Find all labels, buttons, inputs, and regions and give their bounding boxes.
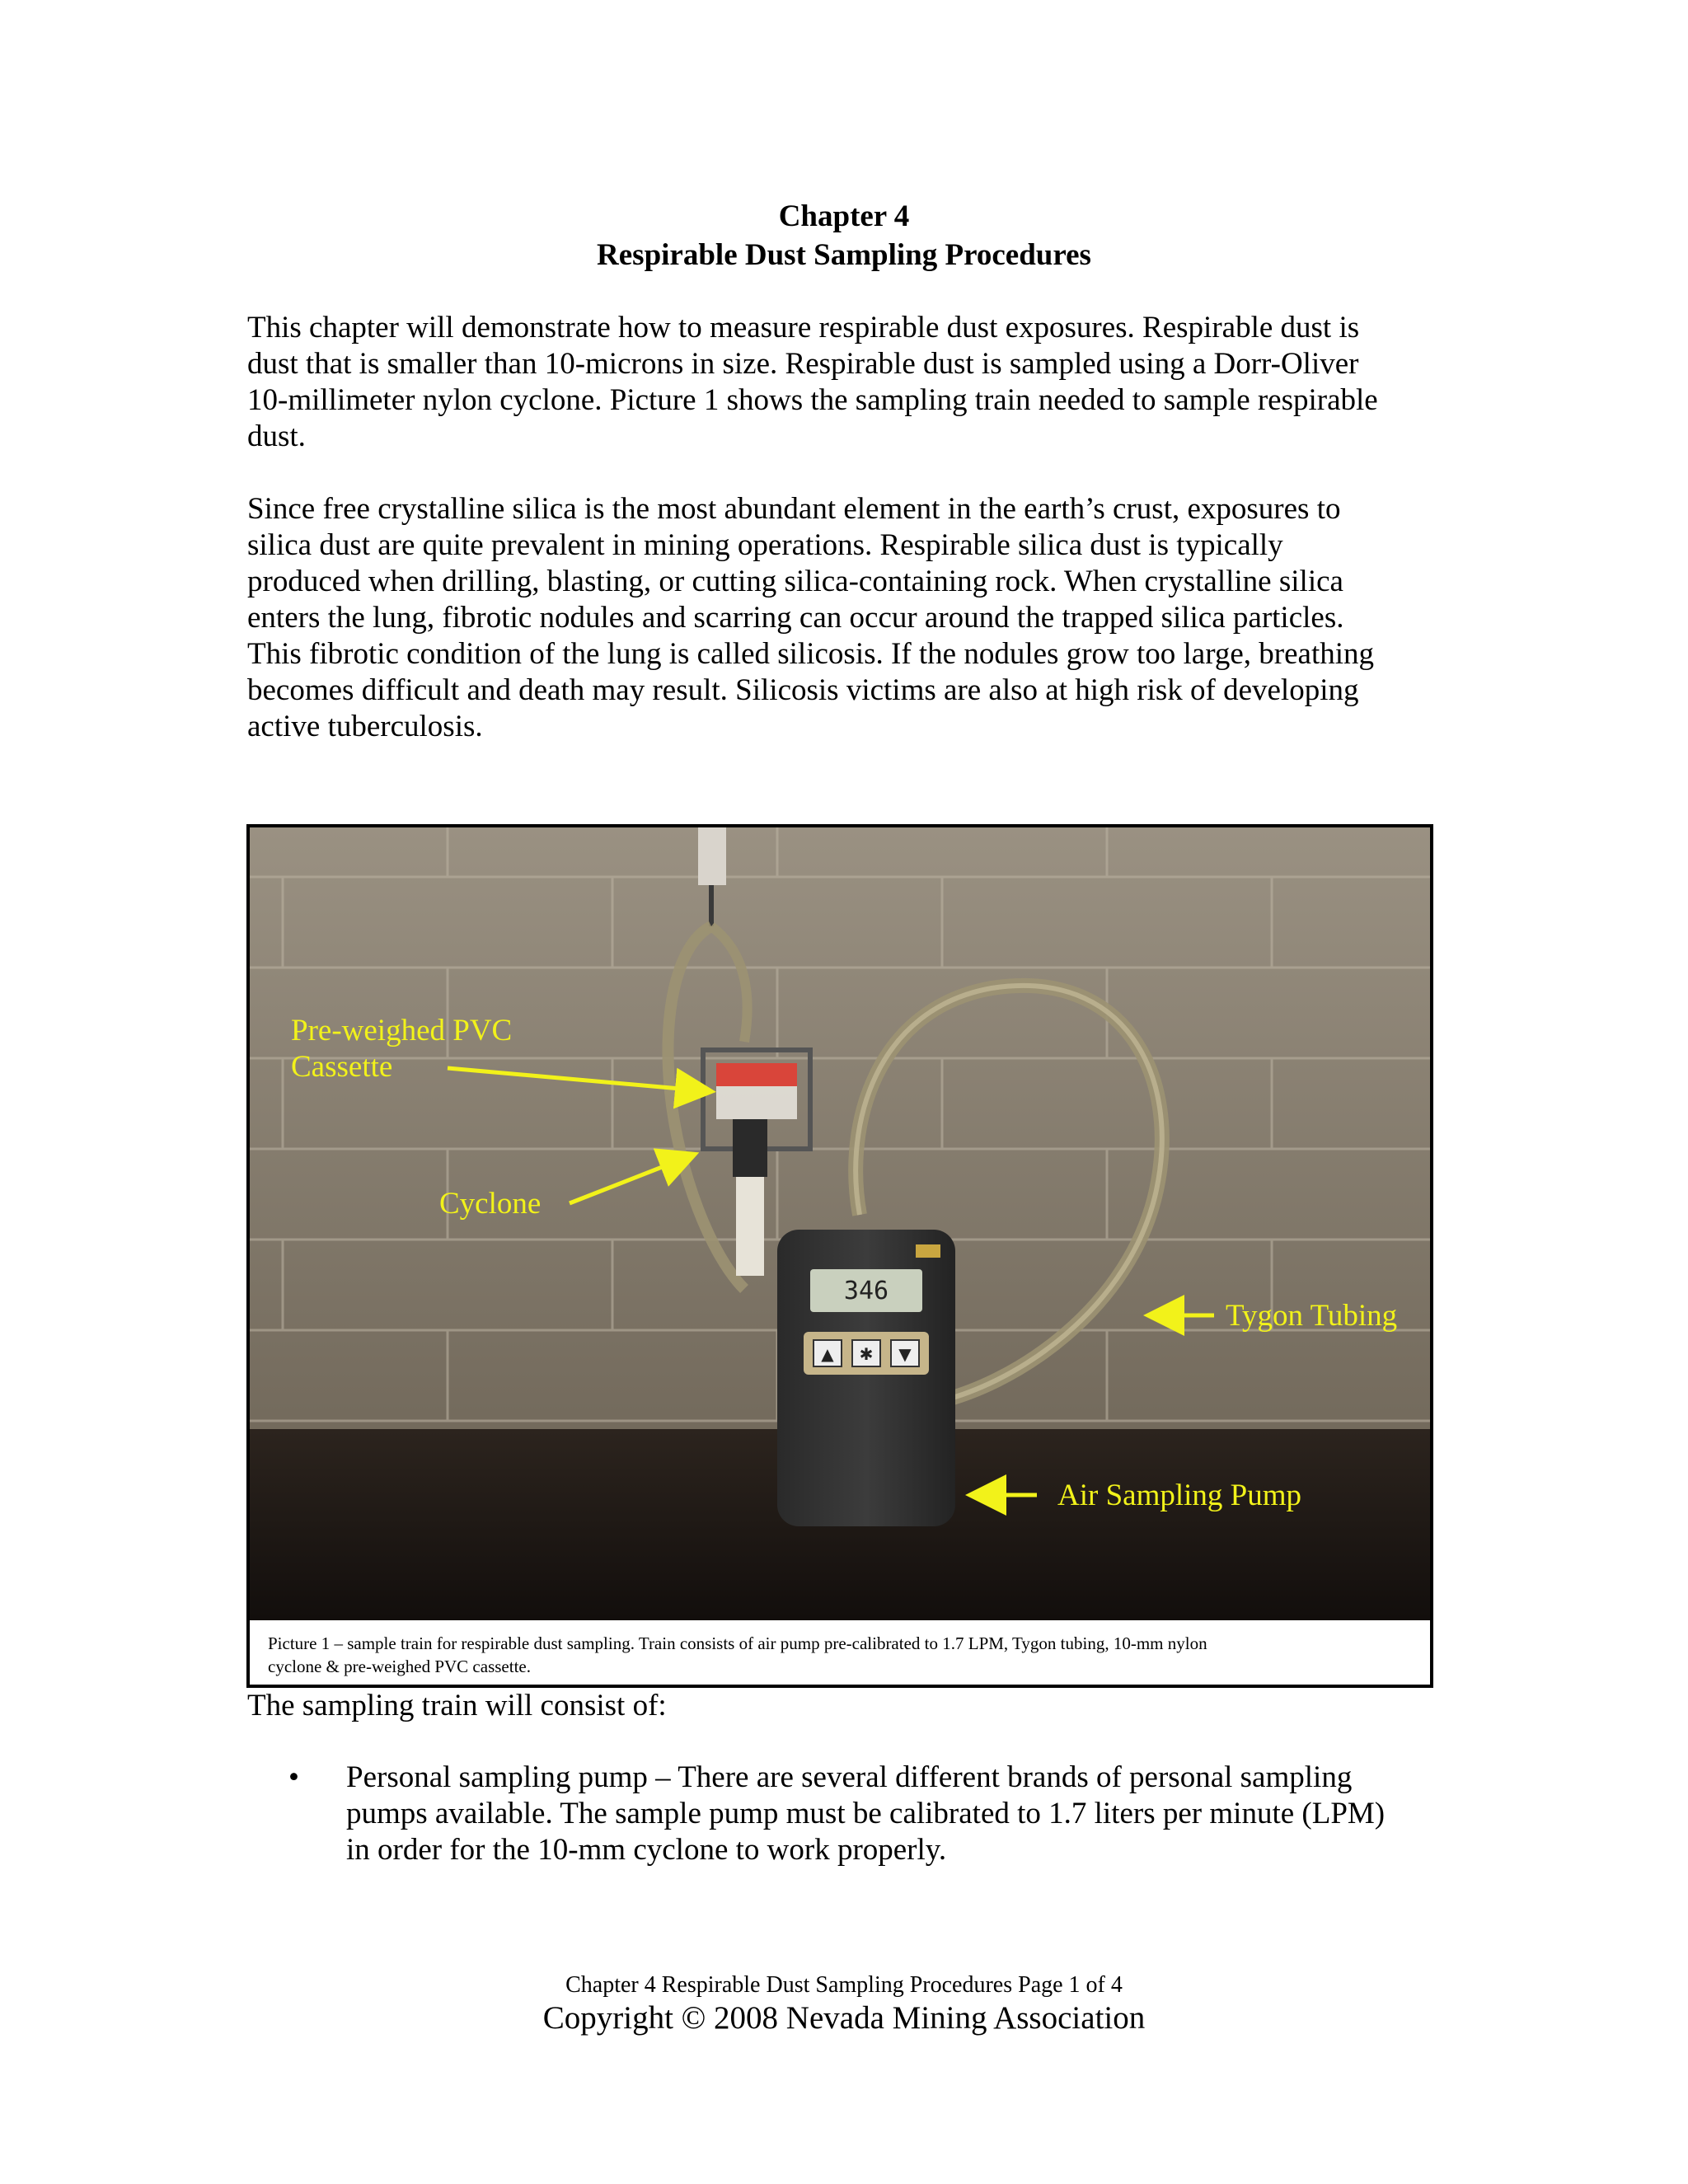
sampling-train-intro: The sampling train will consist of: xyxy=(247,1689,667,1722)
pump-down-icon: ▼ xyxy=(898,1344,912,1364)
chapter-title: Respirable Dust Sampling Procedures xyxy=(597,238,1091,272)
sampling-train-photo xyxy=(250,827,1430,1620)
hanging-clip xyxy=(698,827,726,885)
list-item xyxy=(288,1760,1459,1868)
copyright-footer: Copyright © 2008 Nevada Mining Association xyxy=(542,2000,1146,2036)
chapter-number: Chapter 4 xyxy=(778,199,910,233)
label-air-sampling-pump: Air Sampling Pump xyxy=(1057,1479,1302,1512)
silica-paragraph: Since free crystalline silica is the most abundant element in the earth’s crust, exposures to silica dust are quite prevalent in mining operations. Respirable silica dust is typically produced when drilling, blasting, or cutting silica-containing rock. When crystalline silica enters the lung, fibrotic nodules and scarring can occur around the trapped silica particles. This fibrotic condition of the lung is called silicosis. If the nodules grow too large, breathing becomes difficult and death may result. Silicosis victims are also at high risk of developing active tuberculosis. xyxy=(247,492,1375,743)
nylon-cyclone xyxy=(733,1119,767,1177)
pump-display-value: 346 xyxy=(843,1277,889,1305)
label-cyclone: Cyclone xyxy=(439,1187,542,1221)
pvc-cassette xyxy=(716,1063,797,1086)
list-item-text: Personal sampling pump – There are several different brands of personal sampling pumps available. The sample pump must be calibrated to 1.7 liters per minute (LPM) in order for the 10-mm cyclone to work properly. xyxy=(346,1760,1386,1867)
label-cassette-line2: Cassette xyxy=(291,1050,393,1084)
figure-picture-1 xyxy=(246,824,1433,1688)
bullet-icon: • xyxy=(288,1760,299,1794)
intro-paragraph: This chapter will demonstrate how to measure respirable dust exposures. Respirable dust is dust that is smaller than 10-microns in size. Respirable dust is sampled using a Dorr-Oliver 10-millimeter nylon cyclone. Picture 1 shows the sampling train needed to sample respirable dust. xyxy=(247,311,1378,453)
label-cassette-line1: Pre-weighed PVC xyxy=(291,1014,513,1047)
pump-up-icon: ▲ xyxy=(821,1344,834,1364)
figure-caption: Picture 1 – sample train for respirable dust sampling. Train consists of air pump pre-calibrated to 1.7 LPM, Tygon tubing, 10-mm nylon cyclone & pre-weighed PVC cassette. xyxy=(250,1620,1430,1685)
sampling-train-list xyxy=(288,1760,1459,1868)
pump-mode-icon: ✱ xyxy=(859,1344,874,1364)
page-footer: Chapter 4 Respirable Dust Sampling Procedures Page 1 of 4 xyxy=(565,1972,1123,1998)
label-tygon-tubing: Tygon Tubing xyxy=(1226,1299,1398,1333)
